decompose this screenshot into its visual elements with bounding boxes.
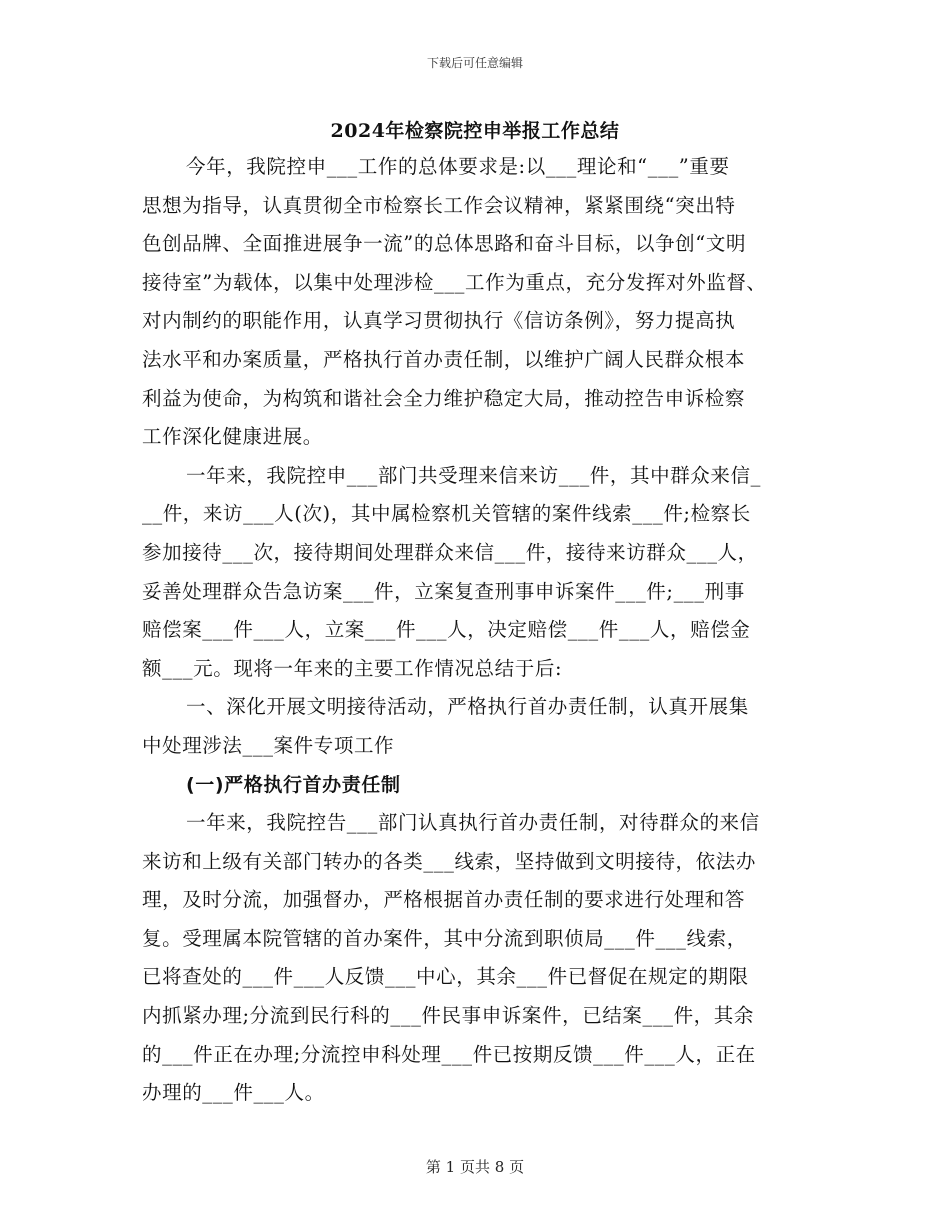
text-line: 复。受理属本院管辖的首办案件，其中分流到职侦局___件___线索， xyxy=(142,926,747,950)
text-line: 参加接待___次，接待期间处理群众来信___件，接待来访群众___人， xyxy=(142,540,758,564)
text-line: 中处理涉法___案件专项工作 xyxy=(142,733,395,757)
page-number-footer: 第 1 页共 8 页 xyxy=(425,1158,525,1176)
text-line: 利益为使命，为构筑和谐社会全力维护稳定大局，推动控告申诉检察 xyxy=(142,386,746,410)
document-body xyxy=(142,148,822,1113)
text-line: 接待室”为载体，以集中处理涉检___工作为重点，充分发挥对外监督、 xyxy=(142,270,767,294)
text-line: 内抓紧办理;分流到民行科的___件民事申诉案件，已结案___件，其余 xyxy=(142,1004,754,1028)
text-line: 法水平和办案质量，严格执行首办责任制，以维护广阔人民群众根本 xyxy=(142,347,746,371)
text-line: __件，来访___人(次)，其中属检察机关管辖的案件线索___件;检察长 xyxy=(142,502,751,526)
text-line: 来访和上级有关部门转办的各类___线索，坚持做到文明接待，依法办 xyxy=(142,849,756,873)
text-line: 已将查处的___件___人反馈___中心，其余___件已督促在规定的期限 xyxy=(142,965,749,989)
text-line: 思想为指导，认真贯彻全市检察长工作会议精神，紧紧围绕“突出特 xyxy=(142,193,736,217)
text-line: 赔偿案___件___人，立案___件___人，决定赔偿___件___人，赔偿金 xyxy=(142,618,751,642)
text-line: 一年来，我院控告___部门认真执行首办责任制，对待群众的来信 xyxy=(186,811,760,835)
text-line: 今年，我院控申___工作的总体要求是:以___理论和“___”重要 xyxy=(186,155,730,178)
text-line: 工作深化健康进展。 xyxy=(142,425,323,449)
text-line: 对内制约的职能作用，认真学习贯彻执行《信访条例》，努力提高执 xyxy=(142,309,736,333)
text-line: 一年来，我院控申___部门共受理来信来访___件，其中群众来信_ xyxy=(186,463,761,487)
text-line: 妥善处理群众告急访案___件，立案复查刑事申诉案件___件;___刑事 xyxy=(142,579,745,603)
text-line: 色创品牌、全面推进展争一流”的总体思路和奋斗目标，以争创“文明 xyxy=(142,232,747,256)
text-line: 办理的___件___人。 xyxy=(142,1081,325,1105)
text-line: 理，及时分流，加强督办，严格根据首办责任制的要求进行处理和答 xyxy=(142,888,746,912)
text-line: 一、深化开展文明接待活动，严格执行首办责任制，认真开展集 xyxy=(186,695,749,719)
text-line: 额___元。现将一年来的主要工作情况总结于后: xyxy=(142,656,563,680)
text-line: 的___件正在办理;分流控申科处理___件已按期反馈___件___人，正在 xyxy=(142,1042,756,1066)
page-header-note: 下载后可任意编辑 xyxy=(426,56,523,70)
section-heading: (一)严格执行首办责任制 xyxy=(186,773,401,796)
document-title: 2024年检察院控申举报工作总结 xyxy=(330,120,620,142)
